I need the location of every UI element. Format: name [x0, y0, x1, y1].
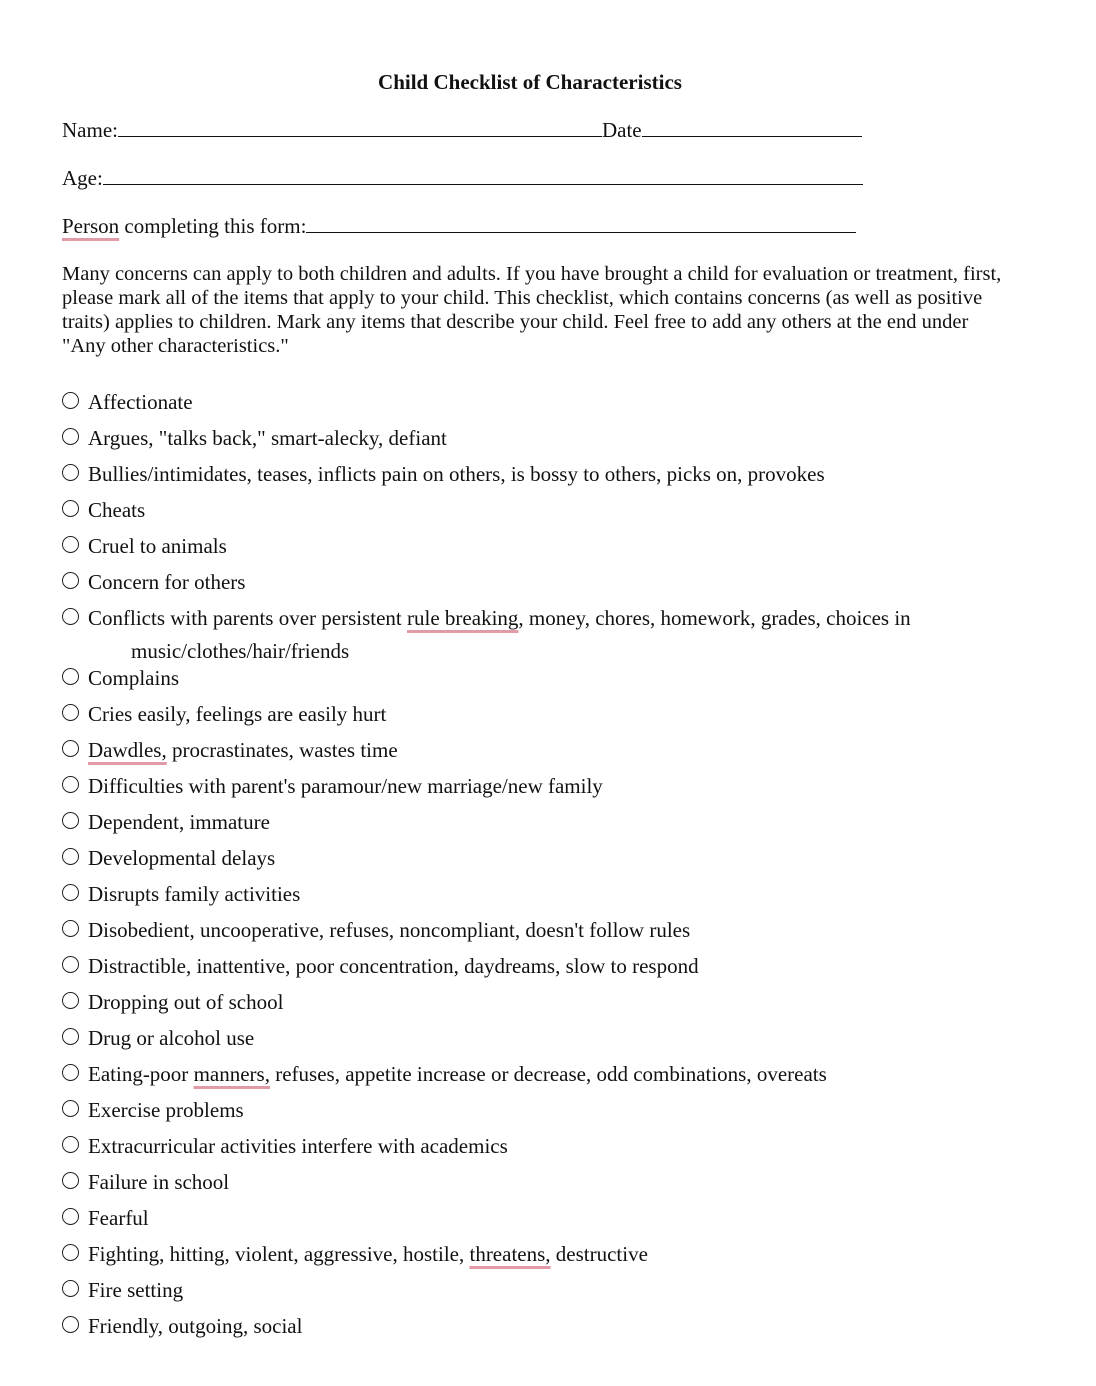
radio-button[interactable]	[62, 812, 79, 829]
item-text: Drug or alcohol use	[88, 1026, 255, 1050]
checklist-item-label	[88, 774, 603, 798]
checklist-item-label	[88, 1314, 302, 1338]
radio-button[interactable]	[62, 992, 79, 1009]
item-text: Cheats	[88, 498, 146, 522]
person-label-underlined: Person	[62, 214, 120, 238]
checklist-item	[62, 990, 1062, 1014]
radio-button[interactable]	[62, 536, 79, 553]
item-text: Affectionate	[88, 390, 193, 414]
person-row	[62, 214, 856, 239]
item-text: Developmental delays	[88, 846, 276, 870]
age-field[interactable]	[103, 168, 863, 185]
item-text: , money, chores, homework, grades, choices in	[518, 606, 911, 630]
item-text: Friendly, outgoing, social	[88, 1314, 303, 1338]
radio-button[interactable]	[62, 1244, 79, 1261]
radio-button[interactable]	[62, 956, 79, 973]
checklist-item-label	[88, 990, 283, 1014]
checklist-item-label	[88, 666, 179, 690]
name-label: Name:	[62, 118, 118, 142]
item-text: destructive	[550, 1242, 648, 1266]
name-field[interactable]	[118, 120, 602, 137]
checklist-item-label	[88, 846, 275, 870]
radio-button[interactable]	[62, 740, 79, 757]
spellcheck-flagged-text: threatens,	[469, 1242, 551, 1266]
checklist-item-label	[88, 1062, 827, 1086]
radio-button[interactable]	[62, 1028, 79, 1045]
checklist-item	[62, 774, 1062, 798]
checklist-item-label	[88, 1278, 183, 1302]
item-text: Distractible, inattentive, poor concentration, daydreams, slow to respond	[88, 954, 699, 978]
item-text: Argues, "talks back," smart-alecky, defiant	[88, 426, 447, 450]
checklist-item-label	[88, 426, 447, 450]
spellcheck-flagged-text: Dawdles,	[88, 738, 167, 762]
checklist-item	[62, 426, 1062, 450]
item-text: Cries easily, feelings are easily hurt	[88, 702, 387, 726]
item-text: Difficulties with parent's paramour/new marriage/new family	[88, 774, 603, 798]
radio-button[interactable]	[62, 428, 79, 445]
checklist-item-label	[88, 1134, 508, 1158]
checklist-item	[62, 1062, 1062, 1086]
item-text: Conflicts with parents over persistent	[88, 606, 408, 630]
radio-button[interactable]	[62, 1208, 79, 1225]
checklist-item-label	[88, 810, 270, 834]
date-field[interactable]	[642, 120, 862, 137]
item-text: Exercise problems	[88, 1098, 244, 1122]
radio-button[interactable]	[62, 1136, 79, 1153]
age-row	[62, 166, 863, 191]
item-text: procrastinates, wastes time	[166, 738, 398, 762]
page-title: Child Checklist of Characteristics	[378, 70, 682, 94]
radio-button[interactable]	[62, 1316, 79, 1333]
radio-button[interactable]	[62, 392, 79, 409]
checklist-item-label	[88, 738, 398, 762]
age-label: Age:	[62, 166, 103, 190]
radio-button[interactable]	[62, 884, 79, 901]
checklist-item-label	[88, 570, 245, 594]
checklist-item-label	[88, 498, 145, 522]
item-text: refuses, appetite increase or decrease, odd combinations, overeats	[269, 1062, 827, 1086]
radio-button[interactable]	[62, 1064, 79, 1081]
checklist-item-label	[88, 1098, 244, 1122]
item-text: Disobedient, uncooperative, refuses, noncompliant, doesn't follow rules	[88, 918, 691, 942]
person-label: completing this form:	[119, 214, 307, 238]
checklist-item-label	[88, 606, 911, 663]
checklist-item	[62, 570, 1062, 594]
radio-button[interactable]	[62, 464, 79, 481]
checklist-item-label	[88, 882, 300, 906]
checklist-item-label	[88, 1026, 254, 1050]
item-text: Concern for others	[88, 570, 246, 594]
checklist-item	[62, 810, 1062, 834]
checklist	[62, 390, 1062, 1350]
checklist-item	[62, 846, 1062, 870]
checklist-item	[62, 1134, 1062, 1158]
spellcheck-flagged-text: rule breaking	[407, 606, 519, 630]
checklist-item	[62, 1206, 1062, 1230]
checklist-item-label	[88, 1206, 149, 1230]
radio-button[interactable]	[62, 704, 79, 721]
radio-button[interactable]	[62, 668, 79, 685]
checklist-item-label	[88, 534, 227, 558]
item-text: Complains	[88, 666, 180, 690]
checklist-item	[62, 498, 1062, 522]
item-text: Dependent, immature	[88, 810, 270, 834]
item-text: Bullies/intimidates, teases, inflicts pain on others, is bossy to others, picks on, provokes	[88, 462, 825, 486]
checklist-item	[62, 882, 1062, 906]
checklist-item	[62, 534, 1062, 558]
person-field[interactable]	[306, 216, 856, 233]
date-label: Date	[601, 118, 642, 142]
checklist-item-label	[88, 1170, 229, 1194]
checklist-item	[62, 1098, 1062, 1122]
checklist-item	[62, 390, 1062, 414]
item-text-continuation: music/clothes/hair/friends	[131, 639, 350, 663]
name-date-row	[62, 118, 862, 143]
radio-button[interactable]	[62, 920, 79, 937]
item-text: Fearful	[88, 1206, 149, 1230]
item-text: Disrupts family activities	[88, 882, 301, 906]
spellcheck-flagged-text: manners,	[193, 1062, 270, 1086]
item-text: Fire setting	[88, 1278, 184, 1302]
checklist-item	[62, 1170, 1062, 1194]
checklist-item	[62, 462, 1062, 486]
item-text: Eating-poor	[88, 1062, 194, 1086]
checklist-item	[62, 738, 1062, 762]
item-text: Dropping out of school	[88, 990, 284, 1014]
checklist-item-label	[88, 954, 699, 978]
checklist-item	[62, 666, 1062, 690]
radio-button[interactable]	[62, 776, 79, 793]
radio-button[interactable]	[62, 608, 79, 625]
checklist-item	[62, 918, 1062, 942]
radio-button[interactable]	[62, 500, 79, 517]
checklist-item	[62, 954, 1062, 978]
intro-paragraph: Many concerns can apply to both children and adults. If you have brought a child for evaluation or treatment, first, please mark all of the items that apply to your child. This checklist, which contains concerns (as well as positive traits) applies to children. Mark any items that describe your child. Feel free to add any others at the end under "Any other characteristics."	[62, 263, 1002, 357]
radio-button[interactable]	[62, 848, 79, 865]
checklist-item-label	[88, 390, 193, 414]
item-text: Cruel to animals	[88, 534, 227, 558]
radio-button[interactable]	[62, 1280, 79, 1297]
checklist-item	[62, 1026, 1062, 1050]
radio-button[interactable]	[62, 1172, 79, 1189]
checklist-item-label	[88, 918, 690, 942]
checklist-item	[62, 702, 1062, 726]
checklist-item-label	[88, 702, 386, 726]
checklist-item	[62, 606, 1062, 663]
checklist-item	[62, 1314, 1062, 1338]
checklist-item-label	[88, 462, 825, 486]
checklist-item	[62, 1278, 1062, 1302]
checklist-item	[62, 1242, 1062, 1266]
item-text: Fighting, hitting, violent, aggressive, hostile,	[88, 1242, 470, 1266]
item-text: Extracurricular activities interfere with academics	[88, 1134, 508, 1158]
radio-button[interactable]	[62, 572, 79, 589]
item-text: Failure in school	[88, 1170, 230, 1194]
checklist-item-label	[88, 1242, 648, 1266]
radio-button[interactable]	[62, 1100, 79, 1117]
